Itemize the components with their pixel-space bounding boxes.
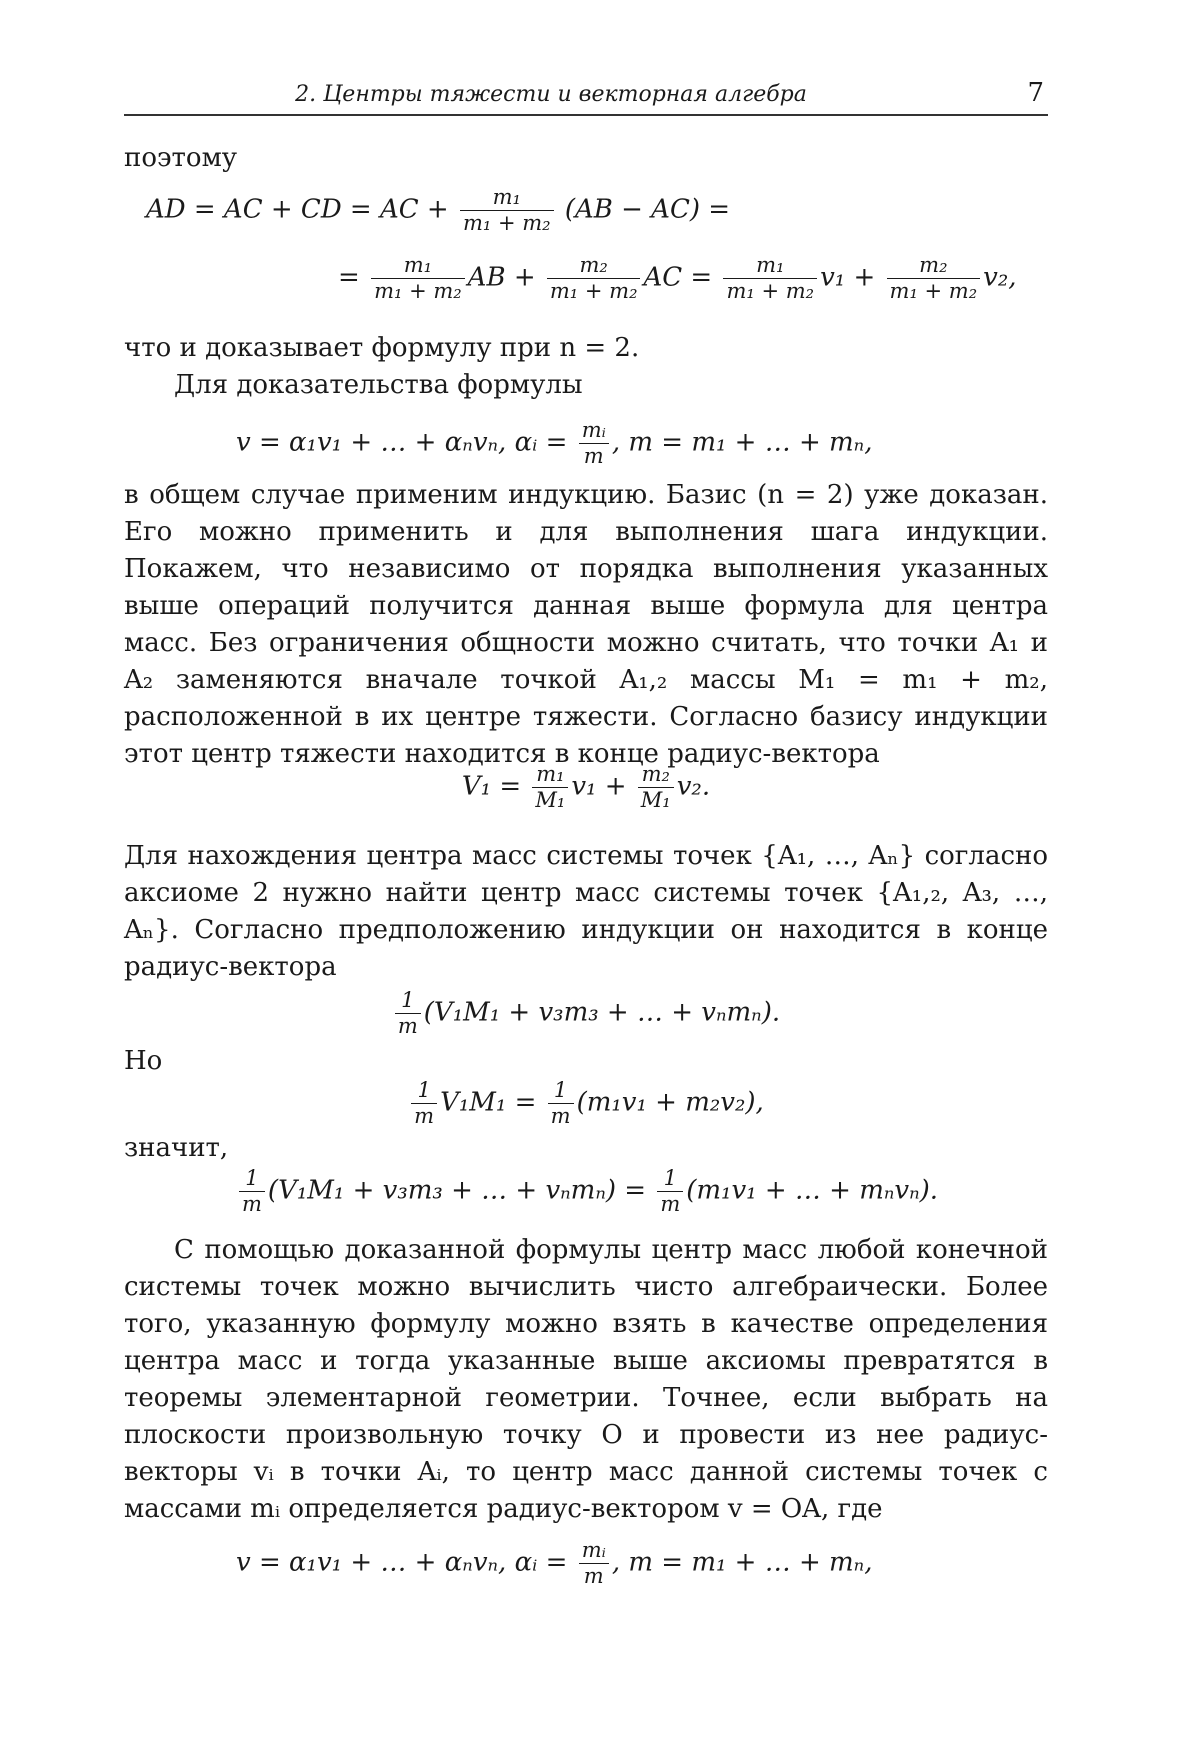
fraction-denominator: M₁ bbox=[640, 788, 671, 812]
formula-lhs: v = α₁v₁ + … + αₙvₙ, αᵢ = bbox=[236, 1547, 568, 1578]
paragraph-but bbox=[124, 1043, 1048, 1080]
fraction-denominator: m₁ + m₂ bbox=[889, 279, 978, 303]
text-algebraic: С помощью доказанной формулы центр масс любой конечной системы точек можно вычислить чисто алгебраически. Более того, указанную формулу можно взять в качестве определения центра масс и тогда указанные выше аксиомы превратятся в теоремы элементарной геометрии. Точнее, если выбрать на плоскости произвольную точку O и провести из нее радиус-векторы vᵢ в точки Aᵢ, то центр масс данной системы точек с массами mᵢ определяется радиус-вектором v = OA, где bbox=[124, 1235, 1048, 1524]
formula-rhs: , m = m₁ + … + mₙ, bbox=[611, 1547, 873, 1578]
fraction-denominator: m₁ + m₂ bbox=[374, 279, 462, 303]
fraction-numerator: m₂ bbox=[547, 255, 641, 279]
fraction-denominator: m bbox=[550, 1104, 571, 1128]
formula-center-of-mass-definition bbox=[236, 1540, 873, 1587]
fraction-numerator: 1 bbox=[395, 990, 421, 1014]
paragraph-intro bbox=[124, 140, 1048, 177]
text-proves: что и доказывает формулу при n = 2. bbox=[124, 333, 640, 363]
fraction-numerator: m₁ bbox=[723, 255, 817, 279]
fraction-denominator: m₁ + m₂ bbox=[726, 279, 815, 303]
formula-v1m1 bbox=[124, 1080, 1048, 1127]
paragraph-induction bbox=[124, 477, 1048, 773]
text-for-proof: Для доказательства формулы bbox=[174, 370, 583, 400]
formula-rhs: (m₁v₁ + m₂v₂), bbox=[576, 1087, 764, 1118]
fraction-denominator: m bbox=[583, 444, 604, 468]
fraction-numerator: 1 bbox=[411, 1080, 437, 1104]
fraction-1-over-m-2 bbox=[548, 1080, 574, 1127]
formula-end: v₂. bbox=[676, 771, 711, 802]
fraction-numerator: 1 bbox=[239, 1168, 265, 1192]
fraction-denominator: m bbox=[660, 1192, 681, 1216]
fraction-1-over-m bbox=[239, 1168, 265, 1215]
fraction-numerator: m₂ bbox=[638, 764, 674, 788]
formula-ad-lhs: AD = AC + CD = AC + bbox=[146, 194, 449, 225]
fraction-denominator: m bbox=[414, 1104, 435, 1128]
fraction-1-over-m-2 bbox=[657, 1168, 683, 1215]
text-induction: в общем случае применим индукцию. Базис (n = 2) уже доказан. Его можно применить и для выполнения шага индукции. Покажем, что независимо от порядка выполнения указанных выше операций получится данная выше формула для центра масс. Без ограничения общности можно считать, что точки A₁ и A₂ заменяются вначале точкой A₁,₂ массы M₁ = m₁ + m₂, расположенной в их центре тяжести. Согласно базису индукции этот центр тяжести находится в конце радиус-вектора bbox=[124, 480, 1048, 769]
fraction-term4 bbox=[887, 255, 981, 302]
formula-mid: (V₁M₁ + v₃m₃ + … + vₙmₙ) = bbox=[267, 1175, 647, 1206]
fraction-mi-over-m bbox=[579, 1540, 609, 1587]
running-header bbox=[124, 78, 1048, 116]
formula-ad-line2 bbox=[338, 255, 1017, 302]
fraction-term1 bbox=[371, 255, 465, 302]
paragraph-system bbox=[124, 838, 1048, 986]
fraction-denominator: m bbox=[397, 1014, 418, 1038]
fraction-numerator: mᵢ bbox=[579, 1540, 609, 1564]
fraction-numerator: 1 bbox=[657, 1168, 683, 1192]
fraction-m2-over-M1 bbox=[638, 764, 674, 811]
formula-rhs: (V₁M₁ + v₃m₃ + … + vₙmₙ). bbox=[423, 997, 781, 1028]
formula-rhs: , m = m₁ + … + mₙ, bbox=[611, 427, 873, 458]
fraction-denominator: m₁ + m₂ bbox=[462, 211, 551, 235]
fraction-numerator: m₁ bbox=[460, 187, 554, 211]
formula-induction-hypothesis bbox=[124, 990, 1048, 1037]
term4-vector: v₂, bbox=[983, 262, 1017, 293]
formula-mid: V₁M₁ = bbox=[440, 1087, 537, 1118]
formula-rhs: (m₁v₁ + … + mₙvₙ). bbox=[686, 1175, 939, 1206]
fraction-term2 bbox=[547, 255, 641, 302]
fraction-1-over-m bbox=[395, 990, 421, 1037]
formula-v1 bbox=[124, 764, 1048, 811]
term3-vector: v₁ + bbox=[820, 262, 876, 293]
fraction-term3 bbox=[723, 255, 817, 302]
formula-center-of-mass bbox=[236, 420, 873, 467]
fraction-m1-over-M1 bbox=[532, 764, 568, 811]
fraction-numerator: mᵢ bbox=[579, 420, 609, 444]
term2-vector: AC = bbox=[643, 262, 713, 293]
formula-mid: v₁ + bbox=[571, 771, 627, 802]
fraction-denominator: m bbox=[242, 1192, 262, 1216]
page-number: 7 bbox=[1027, 78, 1044, 108]
fraction-denominator: m bbox=[583, 1564, 604, 1588]
formula-lhs: V₁ = bbox=[461, 771, 522, 802]
fraction-denominator: m₁ + m₂ bbox=[549, 279, 638, 303]
paragraph-proves-n2 bbox=[124, 330, 1048, 404]
fraction-m1-over-sum bbox=[460, 187, 554, 234]
fraction-mi-over-m bbox=[579, 420, 609, 467]
fraction-numerator: 1 bbox=[548, 1080, 574, 1104]
fraction-numerator: m₁ bbox=[532, 764, 568, 788]
formula-ad-rhs: (AB − AC) = bbox=[564, 194, 731, 225]
equals-sign: = bbox=[338, 262, 360, 293]
formula-lhs: v = α₁v₁ + … + αₙvₙ, αᵢ = bbox=[236, 427, 568, 458]
term1-vector: AB + bbox=[467, 262, 536, 293]
formula-ad-line1 bbox=[146, 187, 730, 234]
paragraph-algebraic bbox=[124, 1232, 1048, 1528]
text-system: Для нахождения центра масс системы точек {A₁, …, Aₙ} согласно аксиоме 2 нужно найти центр масс системы точек {A₁,₂, A₃, …, Aₙ}. Согласно предположению индукции он находится в конце радиус-вектора bbox=[124, 841, 1048, 982]
fraction-denominator: M₁ bbox=[535, 788, 566, 812]
formula-result bbox=[236, 1168, 938, 1215]
paragraph-hence bbox=[124, 1130, 1048, 1167]
fraction-numerator: m₂ bbox=[887, 255, 981, 279]
fraction-1-over-m bbox=[411, 1080, 437, 1127]
text-hence: значит, bbox=[124, 1133, 229, 1163]
chapter-title: 2. Центры тяжести и векторная алгебра bbox=[295, 82, 807, 107]
text-but: Но bbox=[124, 1046, 163, 1076]
text-therefore: поэтому bbox=[124, 143, 238, 173]
fraction-numerator: m₁ bbox=[371, 255, 465, 279]
